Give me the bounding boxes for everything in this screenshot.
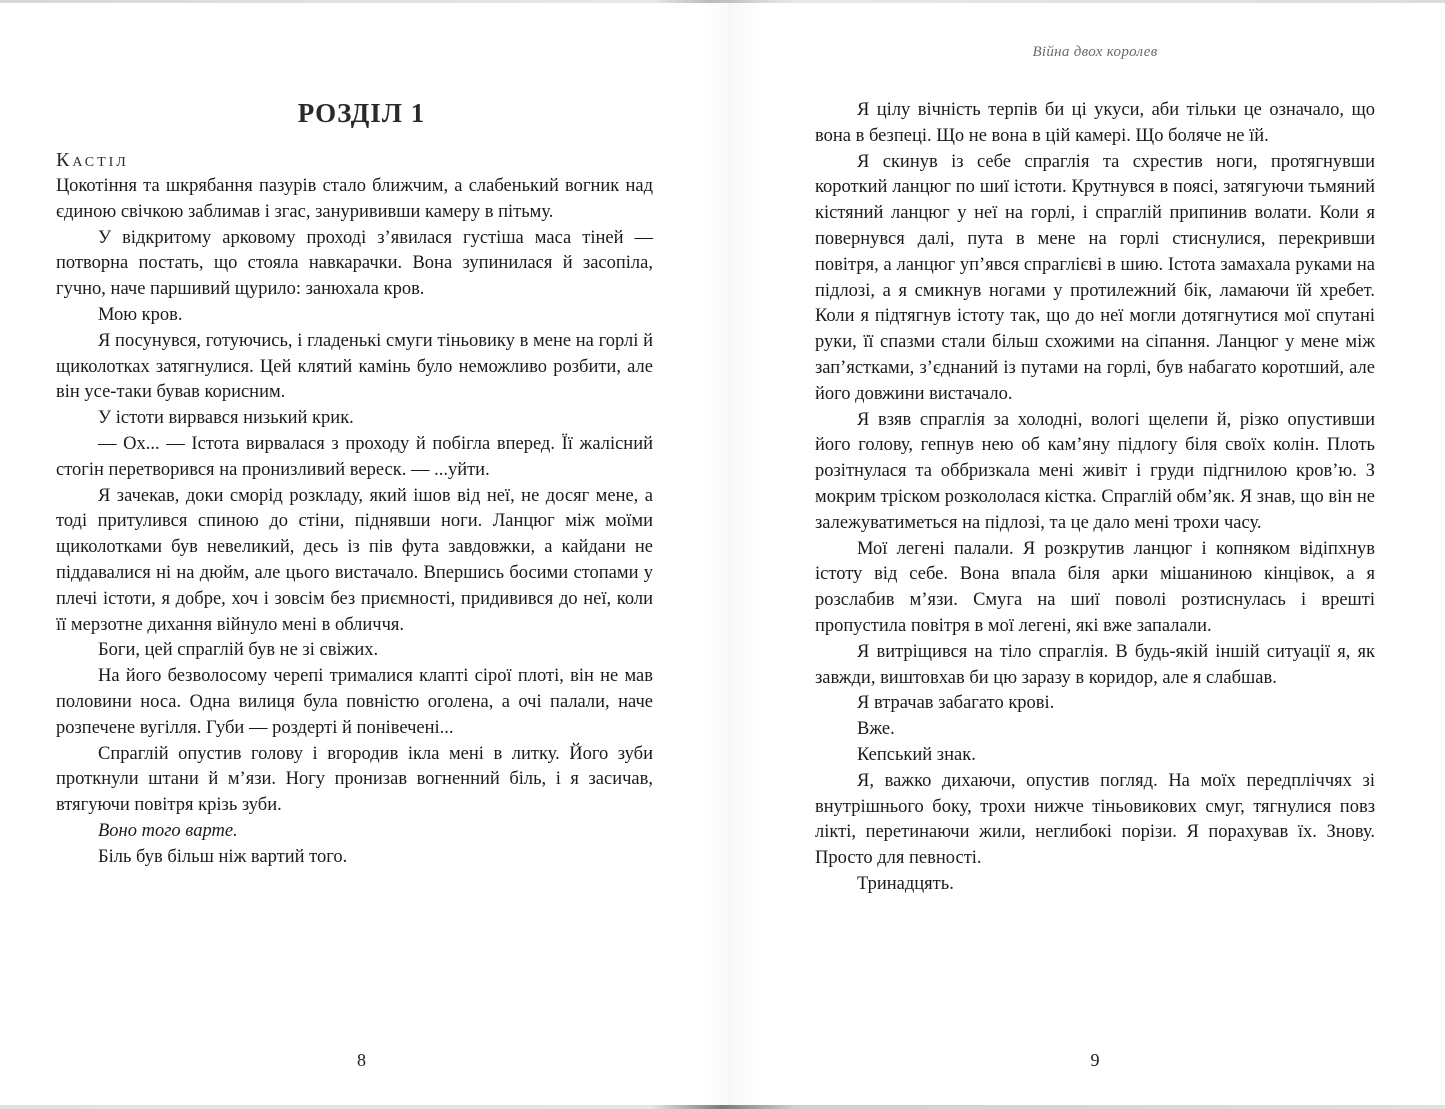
- paragraph-italic-thought: Воно того варте.: [98, 820, 238, 841]
- chapter-title: РОЗДІЛ 1: [297, 98, 426, 128]
- page-number: 8: [357, 1050, 366, 1070]
- paragraph: Я, важко дихаючи, опустив погляд. На моїх передпліччях зі внутрішнього боку, трохи нижче тіньовикових смуг, тягнулися повз лікті, перетинаючи жили, неглибокі порізи. Я порахував їх. Знову. Просто для певності.: [815, 770, 1375, 869]
- right-page: [815, 0, 1375, 1109]
- left-page: [56, 0, 653, 1109]
- paragraph: Мою кров.: [98, 304, 183, 325]
- paragraph: У відкритому арковому проході з’явилася густіша маса тіней — потворна постать, що стояла навкарачки. Вона зупинилася й засопіла, гучно, наче паршивий щурило: занюхала кров.: [56, 227, 653, 300]
- paragraph: Боги, цей спраглій був не зі свіжих.: [98, 640, 379, 661]
- paragraph: Кепський знак.: [857, 744, 976, 765]
- page-number: 9: [1090, 1050, 1100, 1070]
- paragraph: Тринадцять.: [857, 873, 954, 894]
- running-head: Війна двох королев: [1032, 44, 1158, 60]
- paragraph: Я цілу вічність терпів би ці укуси, аби тільки це означало, що вона в безпеці. Що не вона в цій камері. Що боляче не їй.: [815, 100, 1375, 146]
- paragraph: — Ох... — Істота вирвалася з проходу й побігла вперед. Її жалісний стогін перетворився на пронизливий вереск. — ...уйти.: [56, 433, 653, 480]
- paragraph: Спраглій опустив голову і вгородив ікла мені в литку. Його зуби проткнули штани й м’язи. Ногу пронизав вогненний біль, і я засичав, втягуючи повітря крізь зуби.: [56, 743, 653, 816]
- paragraph: Біль був більш ніж вартий того.: [98, 846, 348, 867]
- paragraph: Я взяв спраглія за холодні, вологі щелепи й, різко опустивши його голову, гепнув нею об кам’яну підлогу біля своїх колін. Плоть розітнулася та оббризкала мені живіт і груди підгнилою кров’ю. З мокрим тріском розкололася кістка. Спраглій обм’як. Я знав, що він не залежуватиметься на підлозі, та це дало мені трохи часу.: [815, 409, 1375, 533]
- paragraph: Я зачекав, доки сморід розкладу, який ішов від неї, не досяг мене, а тоді притулився спиною до стіни, піднявши ноги. Ланцюг між моїми щиколотками був невеликий, десь із пів фута завдовжки, а кайдани не піддавалися ні на дюйм, але цього вистачало. Впершись босими стопами у плечі істоти, я добре, хоч і зовсім без приємності, придивився до неї, коли її мерзотне дихання війнуло мені в обличчя.: [56, 485, 653, 635]
- paragraph: У істоти вирвався низький крик.: [98, 408, 354, 429]
- paragraph: Я скинув із себе спраглія та схрестив ноги, протягнувши короткий ланцюг по шиї істоти. Крутнувся в поясі, затягуючи тьмяний кістяний ланцюг у неї на горлі, і спраглій припинив волати. Коли я повернувся далі, пута в мене на горлі стиснулися, перекривши повітря, а ланцюг уп’явся спраглієві в шию. Істота замахала руками на підлозі, а я смикнув ногами у протилежний бік, ламаючи їй хребет. Коли я підтягнув істоту так, що до неї могли дотягнутися мої спутані руки, її спазми стали більш схожими на сіпання. Ланцюг у мене між зап’ястками, з’єднаний із путами на горлі, був набагато коротший, але його довжини вистачало.: [815, 151, 1375, 404]
- left-page-body-text: [56, 174, 653, 871]
- paragraph: На його безволосому черепі трималися клапті сірої плоті, він не мав половини носа. Одна вилиця була повністю оголена, а очі палали, наче розпечене вугілля. Губи — роздерті й понівечені...: [56, 666, 653, 738]
- paragraph: Я втрачав забагато крові.: [857, 693, 1055, 714]
- paragraph: Я посунувся, готуючись, і гладенькі смуги тіньовику в мене на горлі й щиколотках затягнулися. Цей клятий камінь було неможливо розбити, але він усе-таки бував корисним.: [56, 330, 653, 403]
- paragraph: Вже.: [857, 719, 895, 740]
- paragraph: Цокотіння та шкрябання пазурів стало ближчим, а слабенький вогник над єдиною свічкою заблимав і згас, занурививши камеру в пітьму.: [56, 176, 653, 222]
- paragraph: Мої легені палали. Я розкрутив ланцюг і копняком відіпхнув істоту від себе. Вона впала біля арки мішаниною кінцівок, а я розслабив м’язи. Смуга на шиї поволі розтиснулась і врешті пропустила повітря в мої легені, які вже запалали.: [815, 538, 1375, 636]
- pov-character-heading: Кастіл: [56, 149, 129, 171]
- right-page-body-text: [815, 98, 1375, 898]
- paragraph: Я витріщився на тіло спраглія. В будь-якій іншій ситуації я, як завжди, виштовхав би цю заразу в коридор, але я слабшав.: [815, 641, 1375, 688]
- book-spine-gutter: [700, 0, 760, 1109]
